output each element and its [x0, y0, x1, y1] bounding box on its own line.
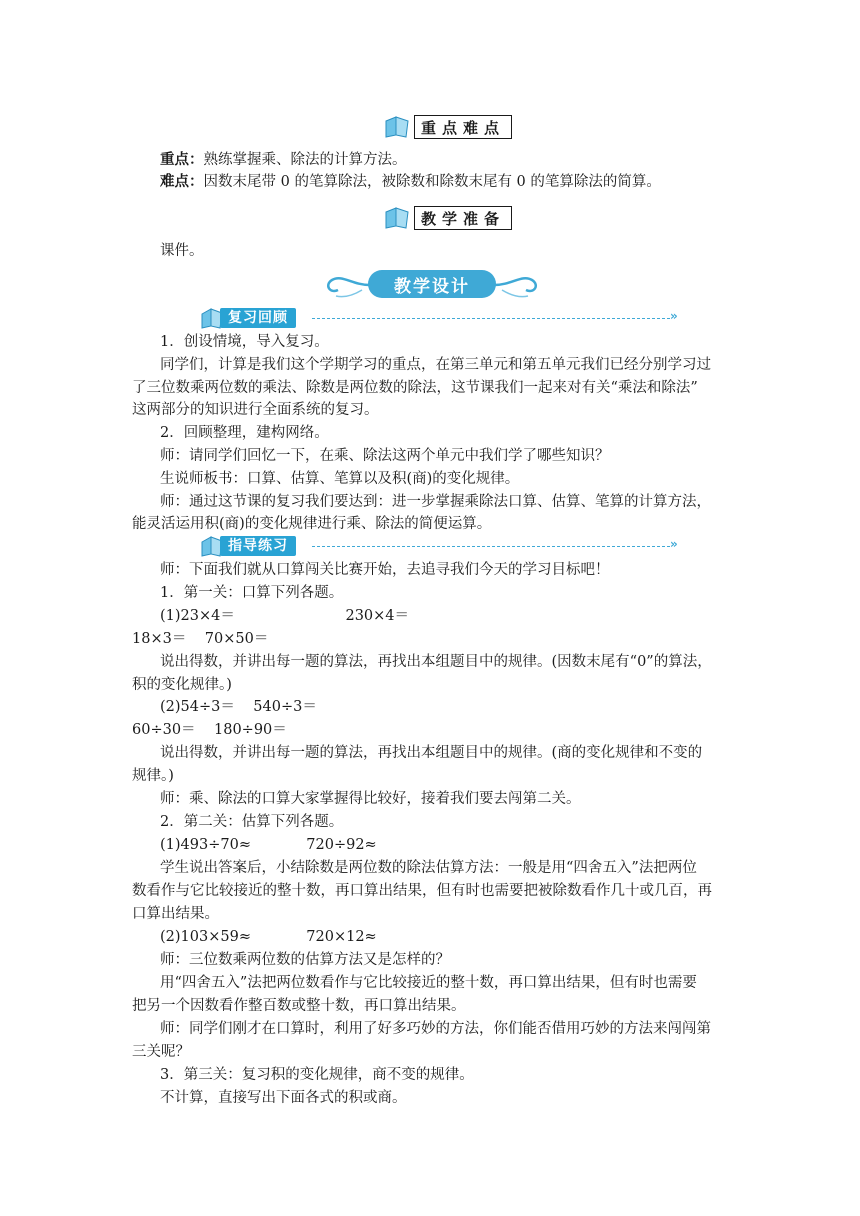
text-line: 2．回顾整理，建构网络。: [160, 425, 329, 441]
text-line: 用“四舍五入”法把两位数看作与它比较接近的整十数，再口算出结果，但有时也需要: [160, 975, 697, 991]
dashed-divider: [312, 318, 670, 319]
key-point-line: [160, 150, 720, 170]
text-line: 规律。): [132, 768, 174, 784]
text-line: 口算出结果。: [132, 906, 219, 922]
key-point-label: 重点：: [160, 151, 204, 168]
text-line: 能灵活运用积(商)的变化规律进行乘、除法的简便运算。: [132, 516, 492, 532]
preparation-text: 课件。: [160, 243, 204, 259]
text-line: 2．第二关：估算下列各题。: [160, 814, 344, 830]
text-line: 师：通过这节课的复习我们要达到：进一步掌握乘除法口算、估算、笔算的计算方法，: [160, 494, 711, 510]
difficulty-label: 难点：: [160, 173, 204, 190]
book-icon: [384, 115, 410, 139]
text-line: 积的变化规律。): [132, 677, 232, 693]
design-banner: [322, 268, 542, 302]
text-line: 60÷30＝ 180÷90＝: [132, 722, 287, 738]
design-title: 教学设计: [368, 270, 496, 298]
text-line: 1．第一关：口算下列各题。: [160, 585, 344, 601]
text-line: (1)23×4＝ 230×4＝: [160, 608, 410, 624]
text-line: 数看作与它比较接近的整十数，再口算出结果，但有时也需要把被除数看作几十或几百，再: [132, 883, 712, 899]
key-point-text: 熟练掌握乘、除法的计算方法。: [203, 152, 407, 168]
text-line: 3．第三关：复习积的变化规律，商不变的规律。: [160, 1067, 474, 1083]
text-line: 师：三位数乘两位数的估算方法又是怎样的？: [160, 952, 450, 968]
preparation-title: 教学准备: [414, 206, 512, 230]
text-line: 师：请同学们回忆一下，在乘、除法这两个单元中我们学了哪些知识？: [160, 448, 610, 464]
practice-title: 指导练习: [220, 536, 296, 556]
review-title: 复习回顾: [220, 308, 296, 328]
text-line: 说出得数，并讲出每一题的算法，再找出本组题目中的规律。(商的变化规律和不变的: [160, 745, 703, 761]
text-line: 师：乘、除法的口算大家掌握得比较好，接着我们要去闯第二关。: [160, 791, 581, 807]
key-points-header: [384, 114, 512, 140]
text-line: 同学们，计算是我们这个学期学习的重点，在第三单元和第五单元我们已经分别学习过: [160, 357, 711, 373]
text-line: 18×3＝ 70×50＝: [132, 631, 269, 647]
text-line: 这两部分的知识进行全面系统的复习。: [132, 402, 379, 418]
double-arrow-icon: »: [670, 309, 678, 323]
text-line: 了三位数乘两位数的乘法、除数是两位数的除法，这节课我们一起来对有关“乘法和除法”: [132, 380, 698, 396]
text-line: 生说师板书：口算、估算、笔算以及积(商)的变化规律。: [160, 471, 520, 487]
dashed-divider: [312, 546, 670, 547]
text-line: (2)54÷3＝ 540÷3＝: [160, 699, 317, 715]
text-line: 1．创设情境，导入复习。: [160, 334, 329, 350]
difficulty-line: [160, 172, 720, 192]
text-line: 师：下面我们就从口算闯关比赛开始，去追寻我们今天的学习目标吧！: [160, 562, 610, 578]
text-line: (1)493÷70≈ 720÷92≈: [160, 837, 377, 853]
text-line: 学生说出答案后，小结除数是两位数的除法估算方法：一般是用“四舍五入”法把两位: [160, 860, 697, 876]
book-icon: [384, 206, 410, 230]
text-line: 不计算，直接写出下面各式的积或商。: [160, 1090, 407, 1106]
text-line: 把另一个因数看作整百数或整十数，再口算出结果。: [132, 998, 466, 1014]
difficulty-text: 因数末尾带 0 的笔算除法，被除数和除数末尾有 0 的笔算除法的简算。: [203, 174, 661, 190]
preparation-header: [384, 205, 512, 231]
review-header: [200, 306, 700, 330]
key-points-title: 重点难点: [414, 115, 512, 139]
practice-header: [200, 534, 700, 558]
text-line: 说出得数，并讲出每一题的算法，再找出本组题目中的规律。(因数末尾有“0”的算法，: [160, 654, 712, 670]
text-line: 三关呢？: [132, 1044, 190, 1060]
text-line: 师：同学们刚才在口算时，利用了好多巧妙的方法，你们能否借用巧妙的方法来闯闯第: [160, 1021, 711, 1037]
double-arrow-icon: »: [670, 537, 678, 551]
text-line: (2)103×59≈ 720×12≈: [160, 929, 377, 945]
